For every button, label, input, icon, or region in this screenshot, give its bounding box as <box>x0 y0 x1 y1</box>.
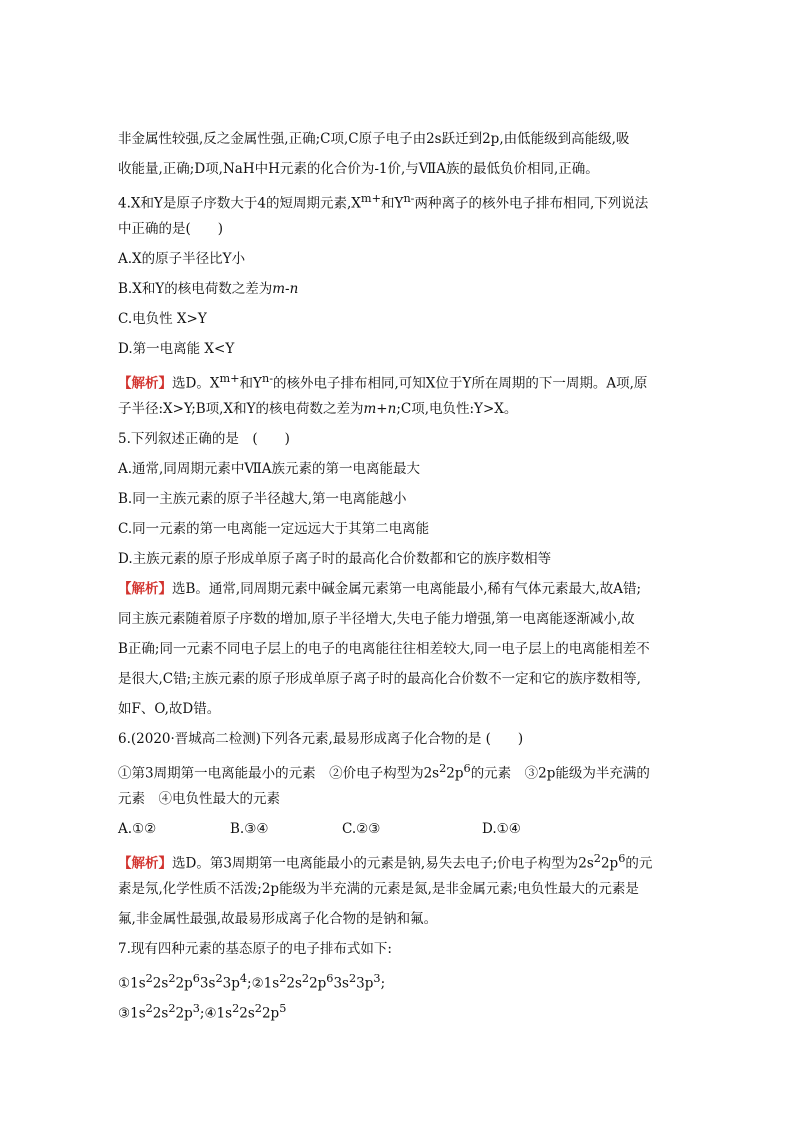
q4-option-b: B.X和Y的核电荷数之差为m-n <box>118 281 299 297</box>
config-superscript: 2 <box>168 972 176 985</box>
q5-analysis-line-4: 是很大,C错;主族元素的原子形成单原子离子时的最高化合价数不一定和它的族序数相等, <box>118 671 641 687</box>
config-text: 2s <box>286 975 302 992</box>
q4-stem-line-2: 中正确的是( ) <box>118 221 224 237</box>
q6-items-line-2: 元素 ④电负性最大的元素 <box>118 791 280 807</box>
q4-analysis-line-1: 【解析】选D。$X^{m+}$和$Y^{n-}$的核外电子排布相同,可知X位于Y所在周期的下一周期。A项,原 <box>118 372 648 392</box>
q5-option-d: D.主族元素的原子形成单原子离子时的最高化合价数都和它的族序数相等 <box>118 551 552 567</box>
config-text: 3p <box>222 975 240 992</box>
config-superscript: 2 <box>168 1002 176 1015</box>
q7-config-line-2 <box>118 994 678 1024</box>
config-superscript: 3 <box>192 1002 200 1015</box>
config-superscript: 2 <box>232 1002 240 1015</box>
config-text: 2p <box>309 975 327 992</box>
q6-option-d: D.①④ <box>482 821 521 837</box>
config-superscript: 2 <box>301 972 310 985</box>
q5-analysis-line-1: 【解析】选B。通常,同周期元素中碱金属元素第一电离能最小,稀有气体元素最大,故A错; <box>118 581 642 597</box>
q6-analysis-line-3: 氟,非金属性最强,故最易形成离子化合物的是钠和氟。 <box>118 911 438 927</box>
q6-analysis-line-2: 素是氖,化学性质不活泼;2p能级为半充满的元素是氮,是非金属元素;电负性最大的元素是 <box>118 881 639 897</box>
q6-items-line-1: ①第3周期第一电离能最小的元素 ②价电子构型为$2s^22p^6$的元素 ③2p能级为半充满的 <box>118 762 650 782</box>
q6-option-b: B.③④ <box>230 821 269 837</box>
q6-options <box>118 814 678 844</box>
config-superscript: 2 <box>145 1002 153 1015</box>
q6-option-c: C.②③ <box>342 821 381 837</box>
q5-option-c: C.同一元素的第一电离能一定远远大于其第二电离能 <box>118 521 430 537</box>
q7-stem: 7.现有四种元素的基态原子的电子排布式如下: <box>118 941 392 957</box>
config-superscript: 6 <box>326 972 334 985</box>
config-text: 2p <box>175 1005 193 1022</box>
config-text: 3s <box>333 975 349 992</box>
q5-analysis-line-3: B正确;同一元素不同电子层上的电子的电离能往往相差较大,同一电子层上的电离能相差不 <box>118 641 650 657</box>
intro-line-1: 非金属性较强,反之金属性强,正确;C项,C原子电子由2s跃迁到2p,由低能级到高能级,吸 <box>118 131 630 147</box>
q5-stem: 5.下列叙述正确的是 ( ) <box>118 431 290 447</box>
q7-config-line-1 <box>118 964 678 994</box>
config-text: 2s <box>152 975 169 992</box>
document-content <box>118 124 678 1024</box>
q5-analysis-line-2: 同主族元素随着原子序数的增加,原子半径增大,失电子能力增强,第一电离能逐渐减小,故 <box>118 611 635 627</box>
config-superscript: 5 <box>279 1002 287 1015</box>
config-text: ;④1s <box>199 1005 233 1022</box>
config-superscript: 2 <box>279 972 287 985</box>
analysis-tag: 【解析】 <box>118 375 172 392</box>
q4-option-d: D.第一电离能 X<Y <box>118 341 235 357</box>
q6-option-a: A.①② <box>118 821 157 837</box>
config-text: ; <box>380 975 386 992</box>
config-text: ;②1s <box>247 975 280 992</box>
config-superscript: 2 <box>254 1002 262 1015</box>
config-text: 2s <box>239 1005 255 1022</box>
q5-option-a: A.通常,同周期元素中ⅦA族元素的第一电离能最大 <box>118 461 421 477</box>
q5-option-b: B.同一主族元素的原子半径越大,第一电离能越小 <box>118 491 407 507</box>
q4-option-a: A.X的原子半径比Y小 <box>118 251 246 267</box>
analysis-tag: 【解析】 <box>118 581 172 597</box>
config-superscript: 2 <box>215 972 223 985</box>
config-text: 2p <box>261 1005 280 1022</box>
config-text: ①1s <box>118 975 146 992</box>
config-superscript: 2 <box>145 972 153 985</box>
intro-line-2: 收能量,正确;D项,NaH中H元素的化合价为-1价,与ⅦA族的最低负价相同,正确。 <box>118 161 599 177</box>
config-text: ③1s <box>118 1005 146 1022</box>
config-superscript: 4 <box>239 972 248 985</box>
q5-analysis-line-5: 如F、O,故D错。 <box>118 701 221 717</box>
config-text: 3p <box>356 975 374 992</box>
analysis-tag: 【解析】 <box>118 855 172 872</box>
q4-option-c: C.电负性 X>Y <box>118 311 207 327</box>
config-text: 3s <box>199 975 216 992</box>
q4-analysis-line-2: 子半径:X>Y;B项,X和Y的核电荷数之差为m+n;C项,电负性:Y>X。 <box>118 401 518 417</box>
q6-analysis-line-1: 【解析】选D。第3周期第一电离能最小的元素是钠,易失去电子;价电子构型为$2s^22p^6$的元 <box>118 852 653 872</box>
config-superscript: 6 <box>192 972 200 985</box>
config-superscript: 3 <box>373 972 381 985</box>
config-text: 2s <box>152 1005 169 1022</box>
config-text: 2p <box>175 975 193 992</box>
q4-stem-line-1: 4.X和Y是原子序数大于4的短周期元素$,X^{m+}$和$Y^{n-}$两种离子的核外电子排布相同,下列说法 <box>118 192 649 212</box>
config-superscript: 2 <box>349 972 357 985</box>
q6-stem: 6.(2020·晋城高二检测)下列各元素,最易形成离子化合物的是 ( ) <box>118 731 524 747</box>
